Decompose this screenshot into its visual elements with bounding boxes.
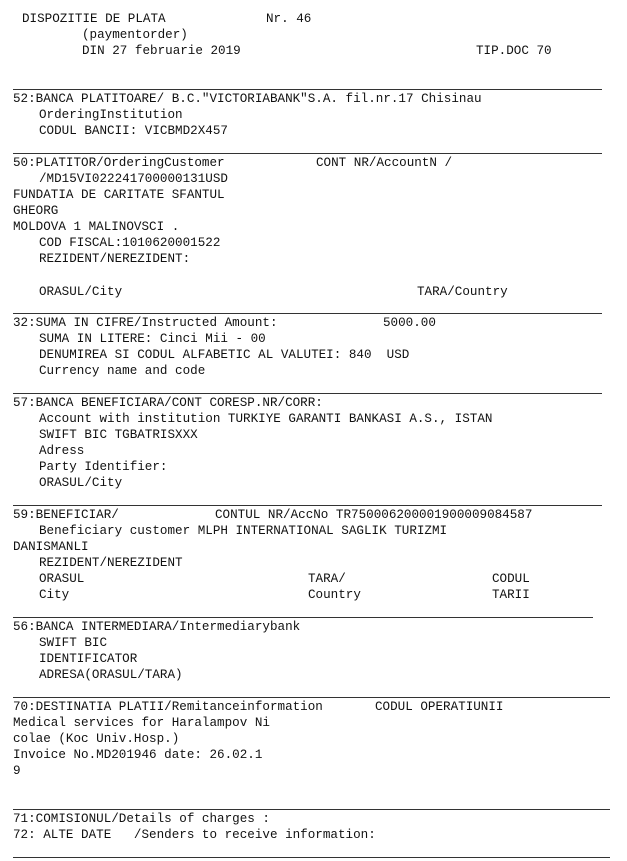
payer-label: 50:PLATITOR/OrderingCustomer bbox=[13, 156, 225, 170]
charges-details: 71:COMISIONUL/Details of charges : bbox=[13, 812, 270, 826]
beneficiary-country-code-label: CODUL bbox=[492, 572, 530, 586]
payer-bank-ordering-institution: OrderingInstitution bbox=[39, 108, 183, 122]
payer-fiscal-code: COD FISCAL:1010620001522 bbox=[39, 236, 221, 250]
beneficiary-country-label-en: Country bbox=[308, 588, 361, 602]
payer-resident-status: REZIDENT/NEREZIDENT: bbox=[39, 252, 191, 266]
payer-account-label: CONT NR/AccountN / bbox=[316, 156, 453, 170]
remittance-text: 9 bbox=[13, 764, 21, 778]
payer-country: TARA/Country bbox=[417, 285, 508, 299]
beneficiary-bank-address: Adress bbox=[39, 444, 85, 458]
intermediary-bank-label: 56:BANCA INTERMEDIARA/Intermediarybank bbox=[13, 620, 301, 634]
beneficiary-country-label: TARA/ bbox=[308, 572, 346, 586]
beneficiary-bank-institution: Account with institution TURKIYE GARANTI BANKASI A.S., ISTAN bbox=[39, 412, 493, 426]
payer-name-continued: GHEORG bbox=[13, 204, 59, 218]
payer-address: MOLDOVA 1 MALINOVSCI . bbox=[13, 220, 180, 234]
beneficiary-name: Beneficiary customer MLPH INTERNATIONAL SAGLIK TURIZMI bbox=[39, 524, 448, 538]
operation-code-label: CODUL OPERATIUNII bbox=[375, 700, 504, 714]
divider bbox=[13, 857, 610, 858]
beneficiary-bank-party-id: Party Identifier: bbox=[39, 460, 168, 474]
payer-bank-code: CODUL BANCII: VICBMD2X457 bbox=[39, 124, 228, 138]
beneficiary-bank-label: 57:BANCA BENEFICIARA/CONT CORESP.NR/CORR: bbox=[13, 396, 323, 410]
divider bbox=[13, 697, 610, 698]
divider bbox=[13, 393, 602, 394]
payer-name: FUNDATIA DE CARITATE SFANTUL bbox=[13, 188, 225, 202]
divider bbox=[13, 505, 602, 506]
beneficiary-bank-swift: SWIFT BIC TGBATRISXXX bbox=[39, 428, 198, 442]
document-date: DIN 27 februarie 2019 bbox=[82, 44, 241, 58]
amount-label: 32:SUMA IN CIFRE/Instructed Amount: bbox=[13, 316, 278, 330]
divider bbox=[13, 89, 602, 90]
currency-label-en: Currency name and code bbox=[39, 364, 206, 378]
remittance-text: Medical services for Haralampov Ni bbox=[13, 716, 270, 730]
document-number: Nr. 46 bbox=[266, 12, 312, 26]
document-title: DISPOZITIE DE PLATA bbox=[22, 12, 166, 26]
remittance-text: Invoice No.MD201946 date: 26.02.1 bbox=[13, 748, 263, 762]
beneficiary-resident-status: REZIDENT/NEREZIDENT bbox=[39, 556, 183, 570]
intermediary-swift: SWIFT BIC bbox=[39, 636, 108, 650]
beneficiary-city-label-en: City bbox=[39, 588, 70, 602]
document-subtitle: (paymentorder) bbox=[82, 28, 188, 42]
divider bbox=[13, 313, 602, 314]
beneficiary-label: 59:BENEFICIAR/ bbox=[13, 508, 119, 522]
intermediary-address: ADRESA(ORASUL/TARA) bbox=[39, 668, 183, 682]
divider bbox=[13, 617, 593, 618]
divider bbox=[13, 809, 610, 810]
payer-city: ORASUL/City bbox=[39, 285, 123, 299]
beneficiary-city-label: ORASUL bbox=[39, 572, 85, 586]
remittance-text: colae (Koc Univ.Hosp.) bbox=[13, 732, 180, 746]
payer-account-number: /MD15VI022241700000131USD bbox=[39, 172, 228, 186]
intermediary-identifier: IDENTIFICATOR bbox=[39, 652, 138, 666]
beneficiary-country-code-label-2: TARII bbox=[492, 588, 530, 602]
amount-in-words: SUMA IN LITERE: Cinci Mii - 00 bbox=[39, 332, 266, 346]
beneficiary-name-continued: DANISMANLI bbox=[13, 540, 89, 554]
currency-code: DENUMIREA SI CODUL ALFABETIC AL VALUTEI: 840 USD bbox=[39, 348, 410, 362]
remittance-label: 70:DESTINATIA PLATII/Remitanceinformation bbox=[13, 700, 323, 714]
beneficiary-account: CONTUL NR/AccNo TR750006200001900009084587 bbox=[215, 508, 533, 522]
divider bbox=[13, 153, 602, 154]
document-type: TIP.DOC 70 bbox=[476, 44, 552, 58]
payer-bank-line: 52:BANCA PLATITOARE/ B.C."VICTORIABANK"S.A. fil.nr.17 Chisinau bbox=[13, 92, 482, 106]
other-information: 72: ALTE DATE /Senders to receive information: bbox=[13, 828, 376, 842]
amount-value: 5000.00 bbox=[383, 316, 436, 330]
beneficiary-bank-city: ORASUL/City bbox=[39, 476, 123, 490]
